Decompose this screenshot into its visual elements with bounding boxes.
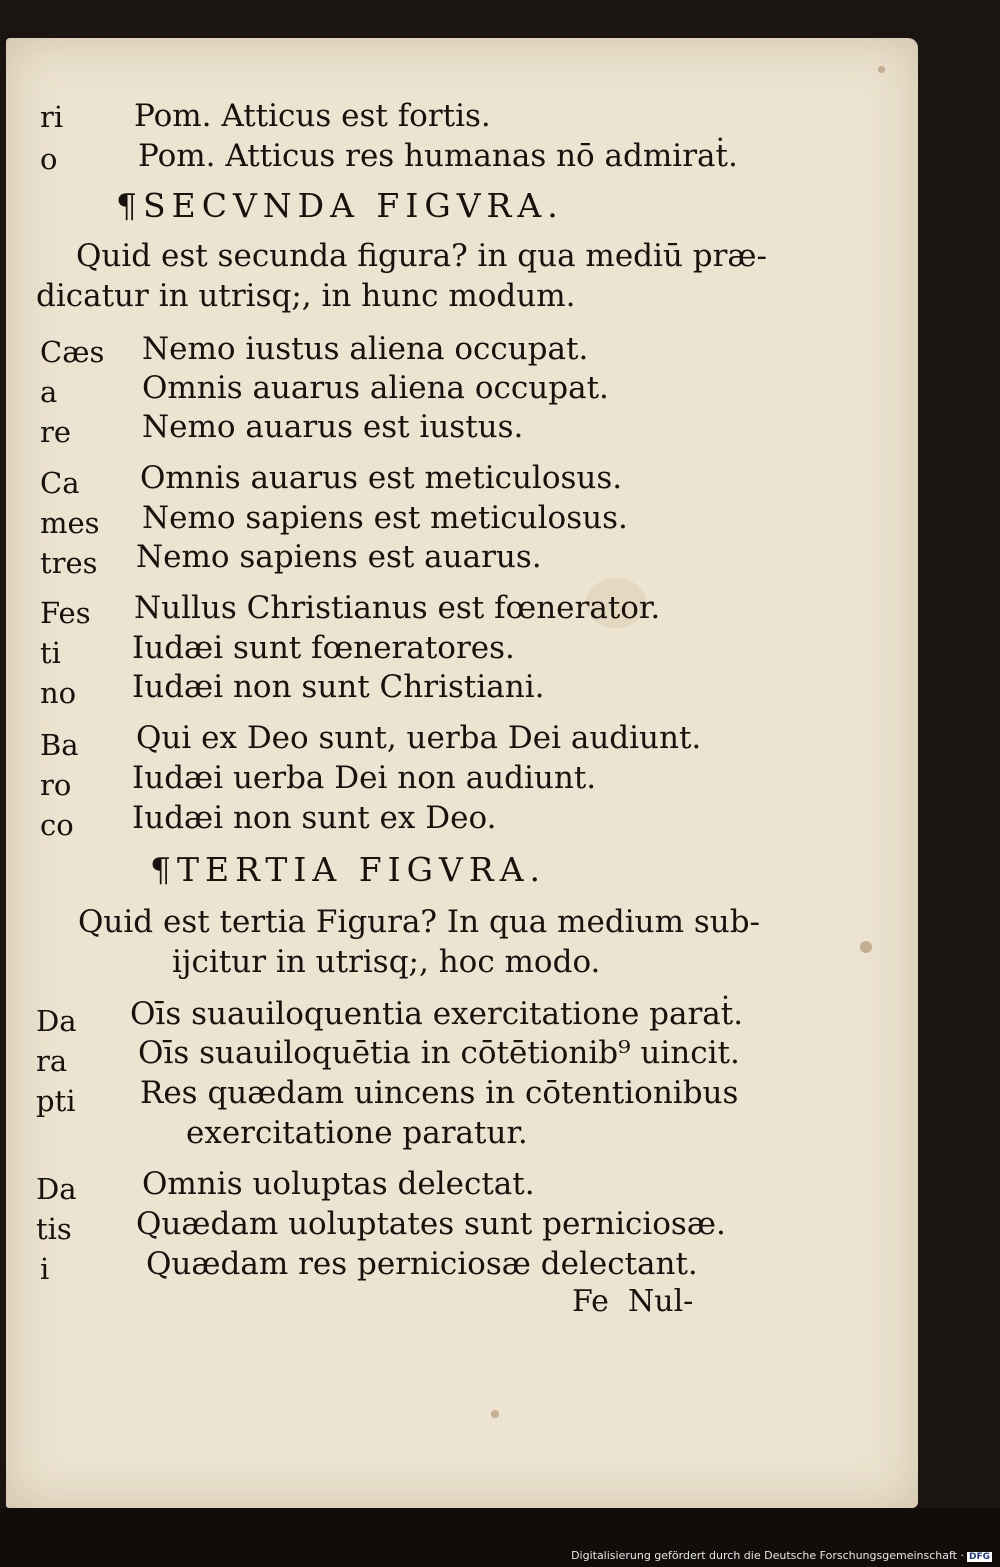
syllogism-line: Oīs suauiloquētia in cōtētionib⁹ uincit. bbox=[138, 1035, 740, 1071]
mnemonic-label: co bbox=[40, 808, 74, 842]
syllogism-line: Oīs suauiloquentia exercitatione paraṫ. bbox=[130, 996, 744, 1032]
line-text: Pom. Atticus res humanas nō admiraṫ. bbox=[138, 138, 738, 174]
mnemonic-label: Da bbox=[36, 1172, 77, 1206]
catchword: Fe Nul‑ bbox=[572, 1284, 694, 1319]
syllogism-line: Omnis auarus aliena occupat. bbox=[142, 370, 609, 406]
question-tertia-line: Quid est tertia Figura? In qua medium sub‑ bbox=[78, 904, 761, 940]
syllogism-line: Nemo sapiens est auarus. bbox=[136, 539, 542, 575]
question-secunda-line: Quid est secunda figura? in qua mediū præ‑ bbox=[76, 238, 768, 274]
mnemonic-label: Cæs bbox=[40, 335, 105, 369]
mnemonic-label: i bbox=[40, 1252, 50, 1286]
line-text: Pom. Atticus est fortis. bbox=[134, 98, 491, 134]
syllogism-line: Quædam uoluptates sunt perniciosæ. bbox=[136, 1206, 726, 1242]
page-stain bbox=[860, 941, 872, 953]
syllogism-line: Nemo sapiens est meticulosus. bbox=[142, 500, 628, 536]
syllogism-line: Omnis uoluptas delectat. bbox=[142, 1166, 535, 1202]
syllogism-line: Nemo auarus est iustus. bbox=[142, 409, 524, 445]
syllogism-line: Res quædam uincens in cōtentionibus bbox=[140, 1075, 739, 1111]
credit-text: Digitalisierung gefördert durch die Deutsche Forschungsgemeinschaft · bbox=[571, 1549, 964, 1562]
mnemonic-label: Da bbox=[36, 1004, 77, 1038]
line-label: o bbox=[40, 142, 58, 176]
mnemonic-label: re bbox=[40, 415, 72, 449]
mnemonic-label: no bbox=[40, 676, 77, 710]
syllogism-line: Iudæi uerba Dei non audiunt. bbox=[132, 760, 597, 796]
mnemonic-label: pti bbox=[36, 1084, 76, 1118]
question-secunda-line: dicatur in utrisq;, in hunc modum. bbox=[36, 278, 576, 314]
question-tertia-line: ijcitur in utrisq;, hoc modo. bbox=[172, 944, 601, 980]
syllogism-line: Iudæi sunt fœneratores. bbox=[132, 630, 515, 666]
section-heading-secunda: ¶SECVNDA FIGVRA. bbox=[116, 186, 564, 225]
dfg-logo: DFG bbox=[968, 1552, 990, 1562]
syllogism-line: Quædam res perniciosæ delectant. bbox=[146, 1246, 698, 1282]
syllogism-line: Nemo iustus aliena occupat. bbox=[142, 331, 589, 367]
syllogism-line: Qui ex Deo sunt, uerba Dei audiunt. bbox=[136, 720, 702, 756]
line-label: ri bbox=[40, 100, 64, 134]
page-stain bbox=[491, 1410, 499, 1418]
mnemonic-label: Ca bbox=[40, 466, 80, 500]
mnemonic-label: Ba bbox=[40, 728, 79, 762]
digitization-credit bbox=[571, 1549, 992, 1562]
mnemonic-label: a bbox=[40, 375, 58, 409]
mnemonic-label: Fes bbox=[40, 596, 91, 630]
syllogism-line: Iudæi non sunt Christiani. bbox=[132, 669, 545, 705]
mnemonic-label: tres bbox=[40, 546, 98, 580]
book-page bbox=[6, 38, 918, 1508]
section-heading-tertia: ¶TERTIA FIGVRA. bbox=[150, 850, 547, 889]
syllogism-line: Nullus Christianus est fœnerator. bbox=[134, 590, 661, 626]
syllogism-line: Iudæi non sunt ex Deo. bbox=[132, 800, 497, 836]
syllogism-line: Omnis auarus est meticulosus. bbox=[140, 460, 623, 496]
mnemonic-label: ra bbox=[36, 1044, 68, 1078]
page-stain bbox=[878, 66, 885, 73]
mnemonic-label: mes bbox=[40, 506, 100, 540]
mnemonic-label: ti bbox=[40, 636, 61, 670]
syllogism-line: exercitatione paratur. bbox=[186, 1115, 528, 1151]
mnemonic-label: tis bbox=[36, 1212, 72, 1246]
mnemonic-label: ro bbox=[40, 768, 72, 802]
